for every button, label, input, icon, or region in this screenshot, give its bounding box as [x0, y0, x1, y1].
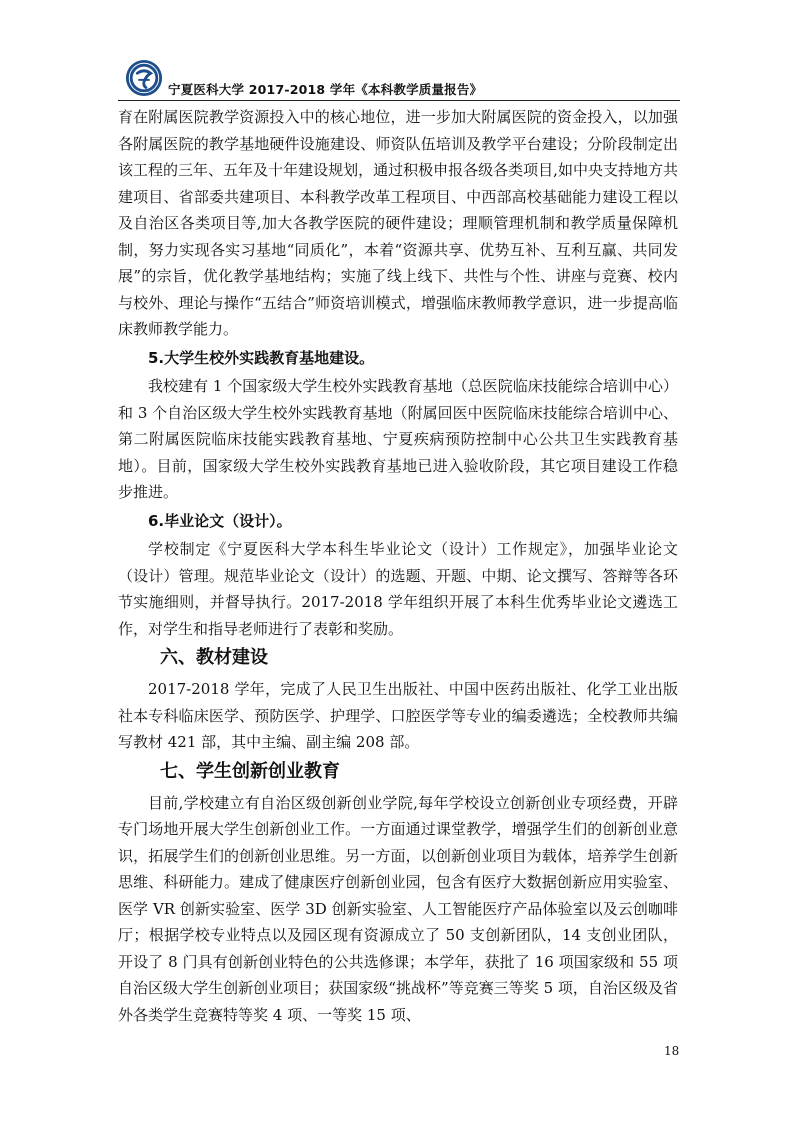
paragraph-clinical-teaching: 育在附属医院教学资源投入中的核心地位，进一步加大附属医院的资金投入，以加强各附属医院的教学基地硬件设施建设、师资队伍培训及教学平台建设；分阶段制定出该工程的三年、五年及十年建设规划，通过积极申报各级各类项目,如中央支持地方共建项目、省部委共建项目、本科教学改革工程项目、中西部高校基础能力建设工程以及自治区各类项目等,加大各教学医院的硬件建设；理顺管理机制和教学质量保障机制，努力实现各实习基地“同质化”，本着“资源共享、优势互补、互利互赢、共同发展”的宗旨，优化教学基地结构；实施了线上线下、共性与个性、讲座与竞赛、校内与校外、理论与操作“五结合”师资培训模式，增强临床教师教学意识，进一步提高临床教师教学能力。	[118, 108, 678, 338]
paragraph-graduation-thesis: 学校制定《宁夏医科大学本科生毕业论文（设计）工作规定》，加强毕业论文（设计）管理。规范毕业论文（设计）的选题、开题、中期、论文撰写、答辩等各环节实施细则，并督导执行。2017-2018 学年组织开展了本科生优秀毕业论文遴选工作，对学生和指导老师进行了表彰和奖励。	[118, 540, 678, 638]
section-heading-innovation: 七、学生创新创业教育	[160, 760, 340, 782]
document-body	[118, 104, 678, 1028]
university-seal-icon	[125, 59, 163, 97]
page-header	[118, 56, 680, 102]
paragraph-practice-base: 我校建有 1 个国家级大学生校外实践教育基地（总医院临床技能综合培训中心）和 3 个自治区级大学生校外实践教育基地（附属回医中医院临床技能综合培训中心、第二附属医院临床技能实践教育基地、宁夏疾病预防控制中心公共卫生实践教育基地）。目前，国家级大学生校外实践教育基地已进入验收阶段，其它项目建设工作稳步推进。	[118, 377, 678, 501]
paragraph-textbooks: 2017-2018 学年，完成了人民卫生出版社、中国中医药出版社、化学工业出版社本专科临床医学、预防医学、护理学、口腔医学等专业的编委遴选；全校教师共编写教材 421 部，其中主编、副主编 208 部。	[118, 680, 678, 751]
page-number: 18	[664, 1044, 680, 1058]
header-divider	[118, 100, 680, 101]
header-title: 宁夏医科大学 2017-2018 学年《本科教学质量报告》	[168, 82, 483, 97]
subheading-graduation-thesis: 6.毕业论文（设计）。	[148, 511, 292, 530]
section-heading-textbooks: 六、教材建设	[160, 647, 268, 668]
subheading-practice-base: 5.大学生校外实践教育基地建设。	[148, 348, 375, 367]
paragraph-innovation: 目前,学校建立有自治区级创新创业学院,每年学校设立创新创业专项经费，开辟专门场地开展大学生创新创业工作。一方面通过课堂教学，增强学生们的创新创业意识，拓展学生们的创新创业思维。另一方面，以创新创业项目为载体，培养学生创新思维、科研能力。建成了健康医疗创新创业园，包含有医疗大数据创新应用实验室、医学 VR 创新实验室、医学 3D 创新实验室、人工智能医疗产品体验室以及云创咖啡厅；根据学校专业特点以及园区现有资源成立了 50 支创新团队，14 支创业团队，开设了 8 门具有创新创业特色的公共选修课；本学年，获批了 16 项国家级和 55 项自治区级大学生创新创业项目；获国家级“挑战杯”等竞赛三等奖 5 项，自治区级及省外各类学生竞赛特等奖 4 项、一等奖 15 项、	[118, 793, 678, 1024]
